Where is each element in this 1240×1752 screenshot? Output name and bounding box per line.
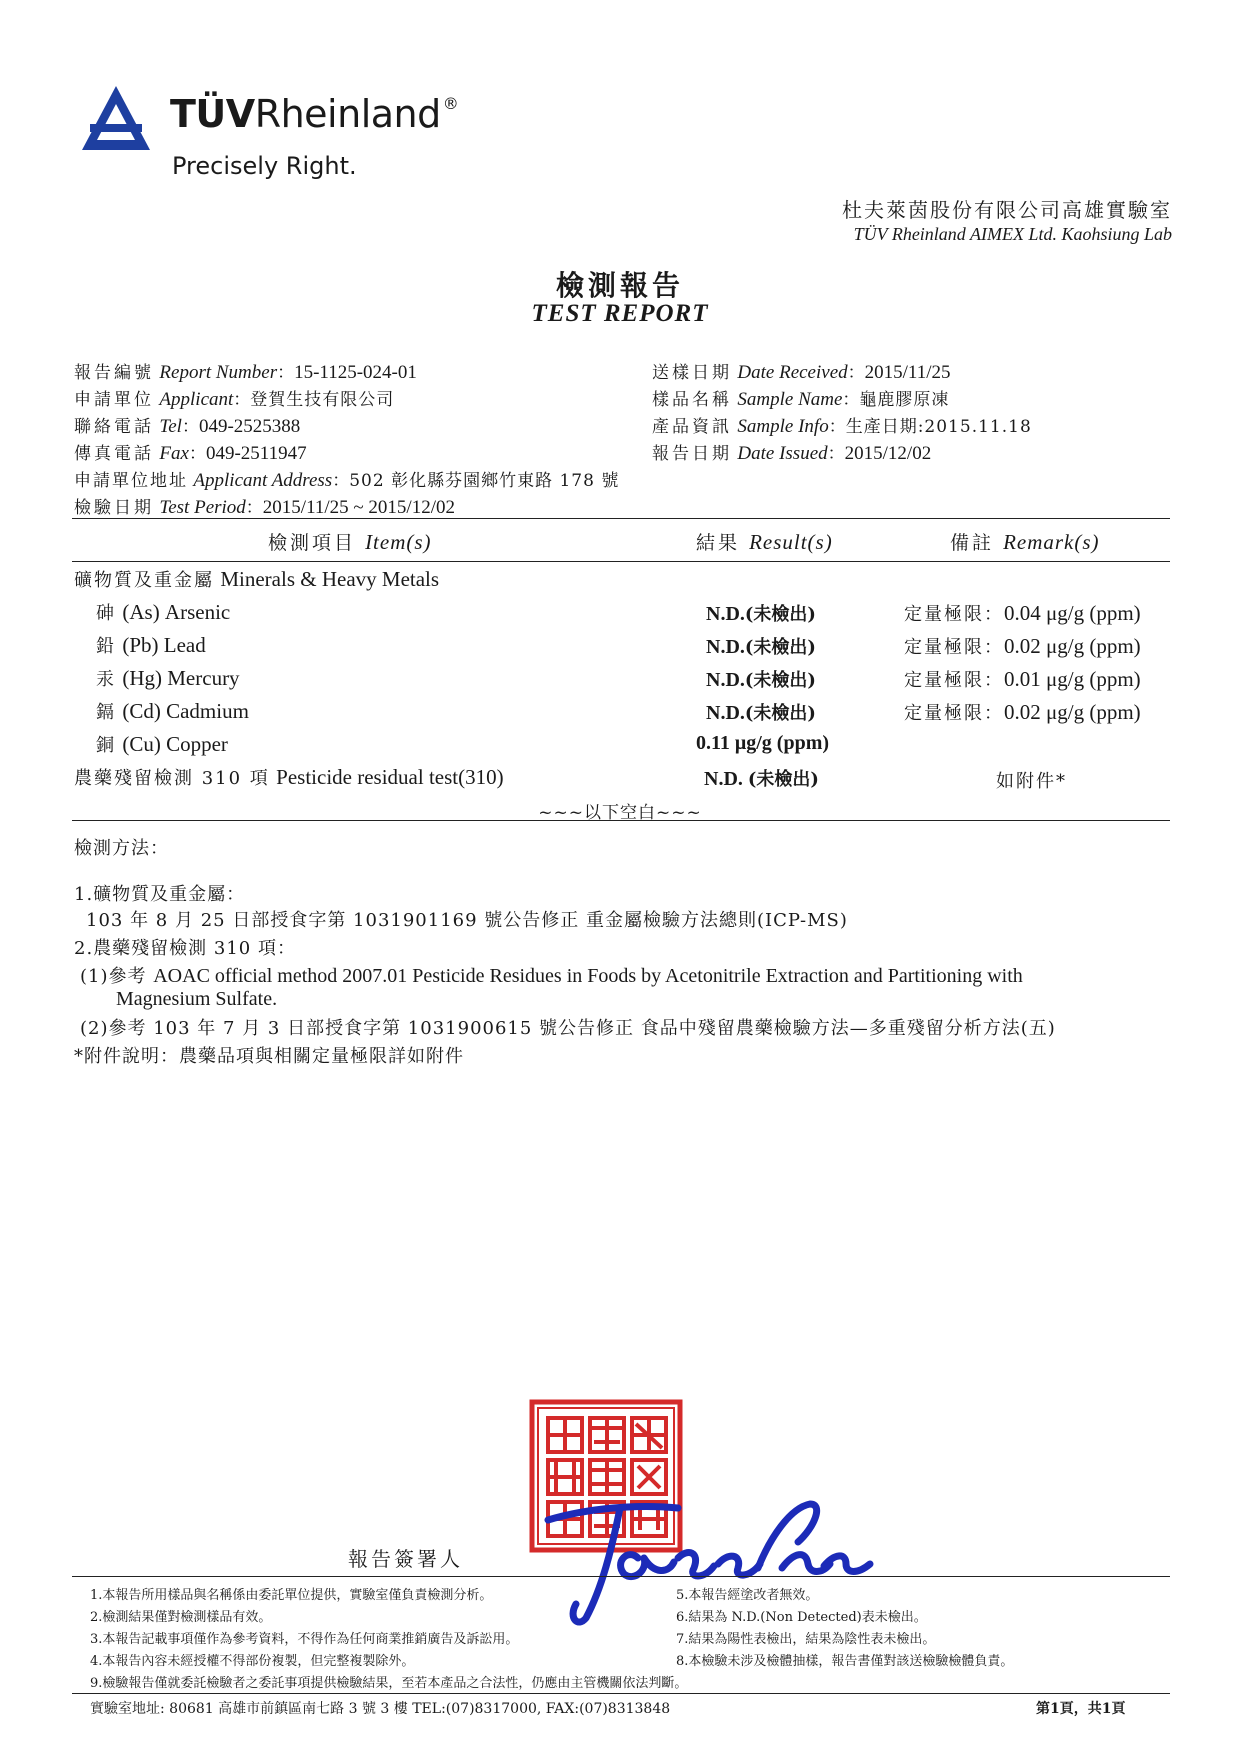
info-date-received: 送樣日期 Date Received：2015/11/25 xyxy=(652,362,951,383)
note-item: 7.結果為陽性表檢出，結果為陰性表未檢出。 xyxy=(676,1632,936,1647)
end-of-table-marker: ~~~以下空白~~~ xyxy=(538,803,702,823)
col-header-item: 檢測項目 Item(s) xyxy=(268,530,432,554)
table-header-rule xyxy=(72,561,1170,562)
note-item: 6.結果為 N.D.(Non Detected)表未檢出。 xyxy=(676,1610,927,1625)
note-item: 9.檢驗報告僅就委託檢驗者之委託事項提供檢驗結果，至若本產品之合法性，仍應由主管機關依法判斷。 xyxy=(90,1676,688,1691)
method-2-line-2: (2)參考 103 年 7 月 3 日部授食字第 1031900615 號公告修正 食品中殘留農藥檢驗方法—多重殘留分析方法(五) xyxy=(80,1018,1056,1039)
note-item: 8.本檢驗未涉及檢體抽樣，報告書僅對該送檢驗檢體負責。 xyxy=(676,1654,1014,1669)
info-test-period: 檢驗日期 Test Period：2015/11/25 ~ 2015/12/02 xyxy=(74,497,455,518)
table-row-remark: 定量極限：0.04 μg/g (ppm) xyxy=(904,601,1141,625)
table-row-result: N.D.(未檢出) xyxy=(706,702,816,724)
info-applicant: 申請單位 Applicant：登賀生技有限公司 xyxy=(74,389,395,410)
method-2-line-1b: Magnesium Sulfate. xyxy=(116,988,278,1010)
table-row-remark: 定量極限：0.02 μg/g (ppm) xyxy=(904,700,1141,724)
method-1-heading: 1.礦物質及重金屬： xyxy=(74,884,246,905)
info-sample-info: 產品資訊 Sample Info：生產日期:2015.11.18 xyxy=(652,416,1032,437)
table-row-result: N.D.(未檢出) xyxy=(706,603,816,625)
table-row-pesticide: 農藥殘留檢測 310 項 Pesticide residual test(310) xyxy=(74,765,504,789)
info-applicant-address: 申請單位地址 Applicant Address：502 彰化縣芬園鄉竹東路 178 號 xyxy=(74,470,620,491)
info-date-issued: 報告日期 Date Issued：2015/12/02 xyxy=(652,443,932,464)
table-top-rule xyxy=(72,518,1170,519)
method-1-line: 103 年 8 月 25 日部授食字第 1031901169 號公告修正 重金屬檢驗方法總則(ICP-MS) xyxy=(86,910,848,931)
table-row-result: N.D.(未檢出) xyxy=(706,669,816,691)
report-title-en: TEST REPORT xyxy=(531,300,709,327)
table-row-result: N.D.(未檢出) xyxy=(706,636,816,658)
lab-address: 實驗室地址: 80681 高雄市前鎮區南七路 3 號 3 樓 TEL:(07)8317000, FAX:(07)8313848 xyxy=(90,1701,671,1717)
signatory-label: 報告簽署人 xyxy=(348,1547,463,1571)
pesticide-result: N.D. (未檢出) xyxy=(704,768,819,790)
table-row-result: 0.11 μg/g (ppm) xyxy=(696,732,830,754)
table-row-item: 鉛 (Pb) Lead xyxy=(96,633,206,657)
table-row-remark: 定量極限：0.01 μg/g (ppm) xyxy=(904,667,1141,691)
group-minerals-heavy-metals: 礦物質及重金屬 Minerals & Heavy Metals xyxy=(74,567,440,591)
method-2-heading: 2.農藥殘留檢測 310 項： xyxy=(74,938,296,959)
lab-name-zh: 杜夫萊茵股份有限公司高雄實驗室 xyxy=(842,198,1172,222)
report-title-zh: 檢測報告 xyxy=(555,269,684,302)
tuv-triangle-logo-icon xyxy=(80,84,152,152)
brand-tagline: Precisely Right. xyxy=(172,152,357,180)
footer-rule xyxy=(72,1693,1170,1694)
note-item: 2.檢測結果僅對檢測樣品有效。 xyxy=(90,1610,272,1625)
table-row-item: 鎘 (Cd) Cadmium xyxy=(96,699,249,723)
col-header-result: 結果 Result(s) xyxy=(696,530,833,554)
info-sample-name: 樣品名稱 Sample Name：龜鹿膠原凍 xyxy=(652,389,950,410)
info-report-number: 報告編號 Report Number：15-1125-024-01 xyxy=(74,362,417,383)
lab-name-en: TÜV Rheinland AIMEX Ltd. Kaohsiung Lab xyxy=(853,224,1172,244)
table-row-item: 砷 (As) Arsenic xyxy=(96,600,231,624)
info-fax: 傳真電話 Fax：049-2511947 xyxy=(74,443,307,464)
method-2-line-1: (1)參考 AOAC official method 2007.01 Pesticide Residues in Foods by Acetonitrile Extraction and Partitioning with xyxy=(80,965,1023,987)
table-row-item: 汞 (Hg) Mercury xyxy=(96,666,240,690)
signature-rule xyxy=(72,1576,1170,1577)
table-row-remark: 定量極限：0.02 μg/g (ppm) xyxy=(904,634,1141,658)
attachment-note: *附件說明：農藥品項與相關定量極限詳如附件 xyxy=(74,1046,464,1067)
info-tel: 聯絡電話 Tel：049-2525388 xyxy=(74,416,301,437)
brand-name: TÜVRheinland ® xyxy=(170,92,459,136)
table-bottom-rule xyxy=(72,820,1170,821)
table-row-item: 銅 (Cu) Copper xyxy=(96,732,228,756)
note-item: 5.本報告經塗改者無效。 xyxy=(676,1588,819,1603)
note-item: 1.本報告所用樣品與名稱係由委託單位提供，實驗室僅負責檢測分析。 xyxy=(90,1588,493,1603)
page-number: 第1頁，共1頁 xyxy=(1036,1701,1126,1717)
note-item: 4.本報告內容未經授權不得部份複製，但完整複製除外。 xyxy=(90,1654,415,1669)
note-item: 3.本報告記載事項僅作為參考資料，不得作為任何商業推銷廣告及訴訟用。 xyxy=(90,1632,519,1647)
col-header-remark: 備註 Remark(s) xyxy=(950,530,1100,554)
methods-heading: 檢測方法： xyxy=(74,838,169,859)
pesticide-remark: 如附件* xyxy=(996,771,1067,792)
